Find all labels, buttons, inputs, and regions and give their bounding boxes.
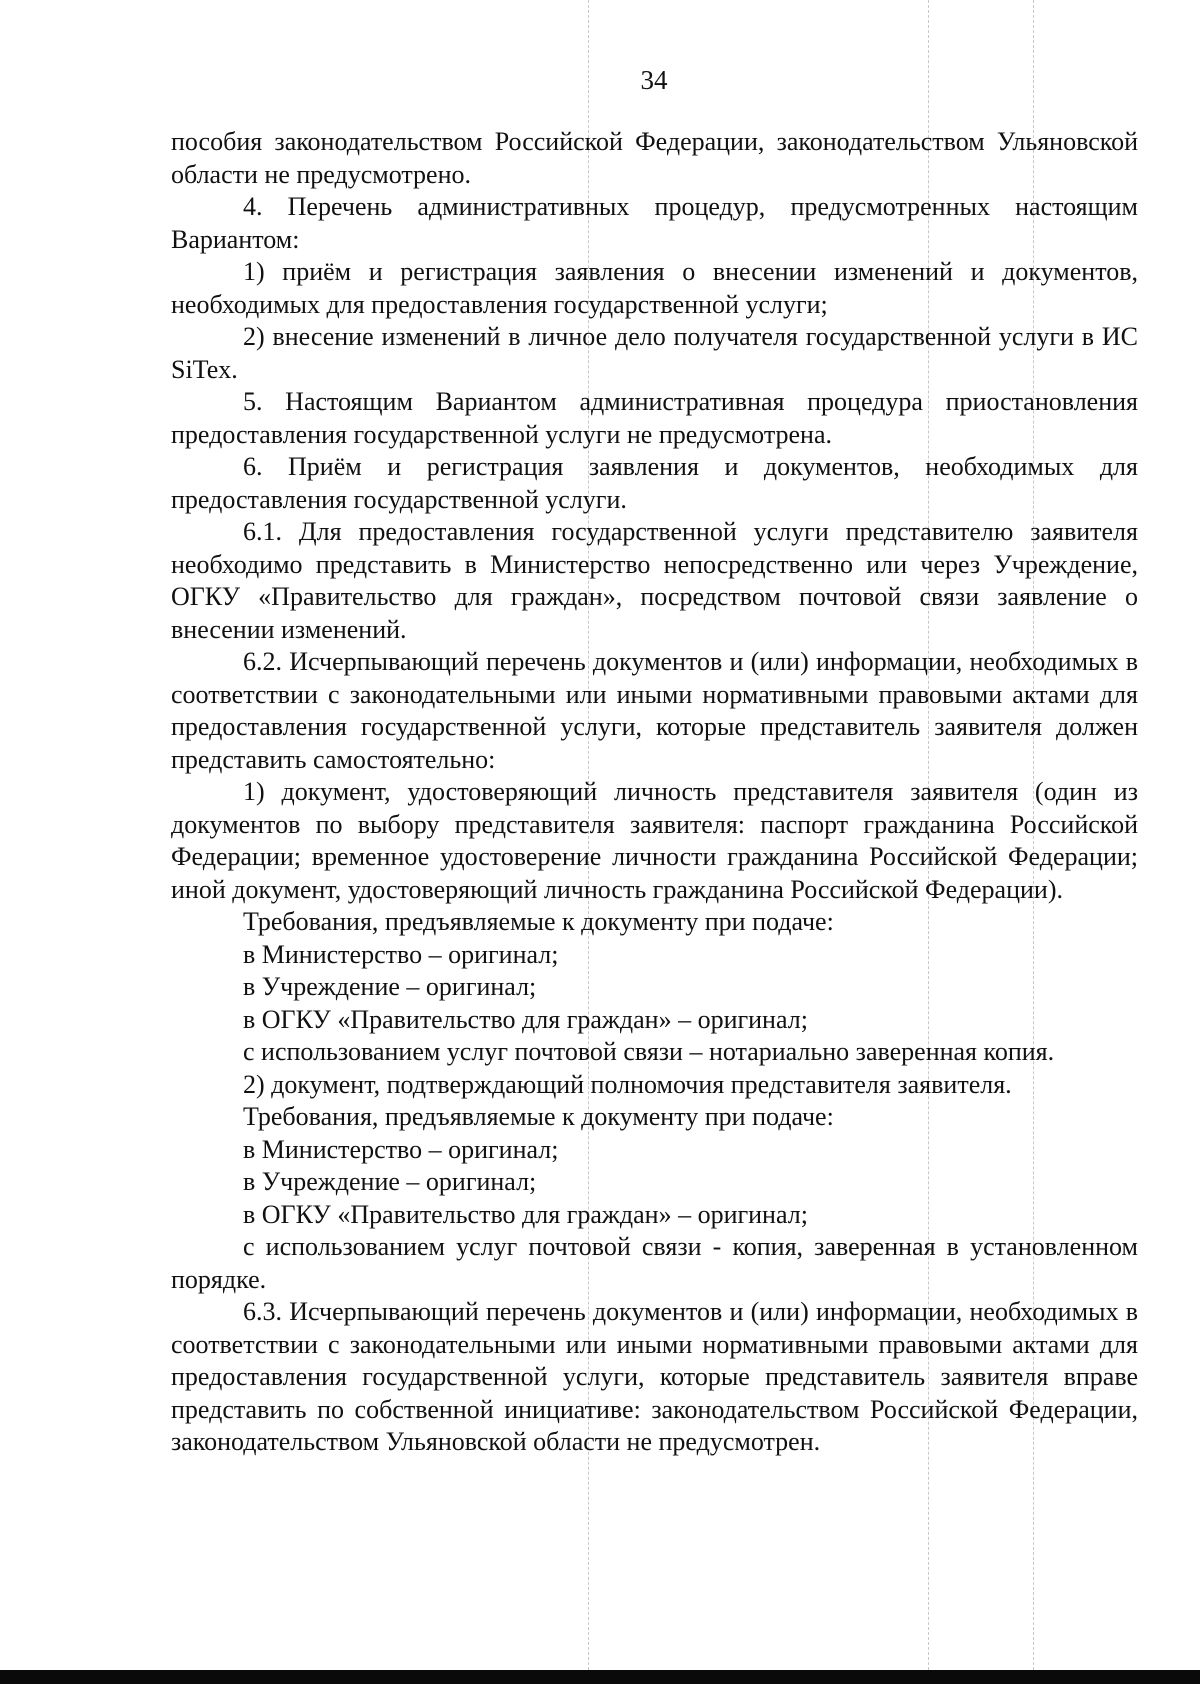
- paragraph: в Министерство – оригинал;: [243, 939, 559, 969]
- paragraph: 5. Настоящим Вариантом административная процедура приостановления предоставления государственной услуги не предусмотрена.: [171, 387, 1138, 449]
- page-number: 34: [640, 65, 668, 95]
- scan-bottom-edge: [0, 1670, 1200, 1684]
- paragraph: Требования, предъявляемые к документу при подаче:: [243, 1102, 834, 1131]
- paragraph: 1) приём и регистрация заявления о внесении изменений и документов, необходимых для предоставления государственной услуги;: [171, 257, 1138, 319]
- paragraph: 6.2. Исчерпывающий перечень документов и (или) информации, необходимых в соответствии с законодательными или иными нормативными правовыми актами для предоставления государственной услуги, которые представитель заявителя должен представить самостоятельно:: [171, 647, 1138, 774]
- paragraph: 1) документ, удостоверяющий личность представителя заявителя (один из документов по выбору представителя заявителя: паспорт гражданина Российской Федерации; временное удостоверение личности гражданина Российской Федерации; иной документ, удостоверяющий личность гражданина Российской Федерации).: [171, 777, 1138, 904]
- paragraph: 6.3. Исчерпывающий перечень документов и (или) информации, необходимых в соответствии с законодательными или иными нормативными правовыми актами для предоставления государственной услуги, которые представитель заявителя вправе представить по собственной инициативе: законодательством Российской Федерации, законодательством Ульяновской области не предусмотрен.: [171, 1297, 1138, 1456]
- paragraph: с использованием услуг почтовой связи – нотариально заверенная копия.: [243, 1037, 1055, 1066]
- paragraph: в Министерство – оригинал;: [243, 1134, 559, 1164]
- paragraph: 2) документ, подтверждающий полномочия представителя заявителя.: [243, 1069, 1012, 1099]
- paragraph: 4. Перечень административных процедур, предусмотренных настоящим Вариантом:: [171, 192, 1138, 254]
- paragraph: в Учреждение – оригинал;: [243, 1167, 537, 1196]
- paragraph: в ОГКУ «Правительство для граждан» – оригинал;: [243, 1199, 808, 1229]
- paragraph: в Учреждение – оригинал;: [243, 972, 537, 1001]
- paragraph: 6. Приём и регистрация заявления и документов, необходимых для предоставления государственной услуги.: [171, 452, 1138, 514]
- paragraph: 2) внесение изменений в личное дело получателя государственной услуги в ИС SiTex.: [171, 322, 1138, 384]
- document-body: [171, 126, 1138, 1459]
- paragraph: Требования, предъявляемые к документу при подаче:: [243, 907, 834, 936]
- paragraph: в ОГКУ «Правительство для граждан» – оригинал;: [243, 1004, 808, 1034]
- paragraph: 6.1. Для предоставления государственной услуги представителю заявителя необходимо представить в Министерство непосредственно или через Учреждение, ОГКУ «Правительство для граждан», посредством почтовой связи заявление о внесении изменений.: [171, 517, 1138, 644]
- paragraph: пособия законодательством Российской Федерации, законодательством Ульяновской области не предусмотрено.: [171, 127, 1138, 189]
- paragraph: с использованием услуг почтовой связи - копия, заверенная в установленном порядке.: [171, 1232, 1138, 1294]
